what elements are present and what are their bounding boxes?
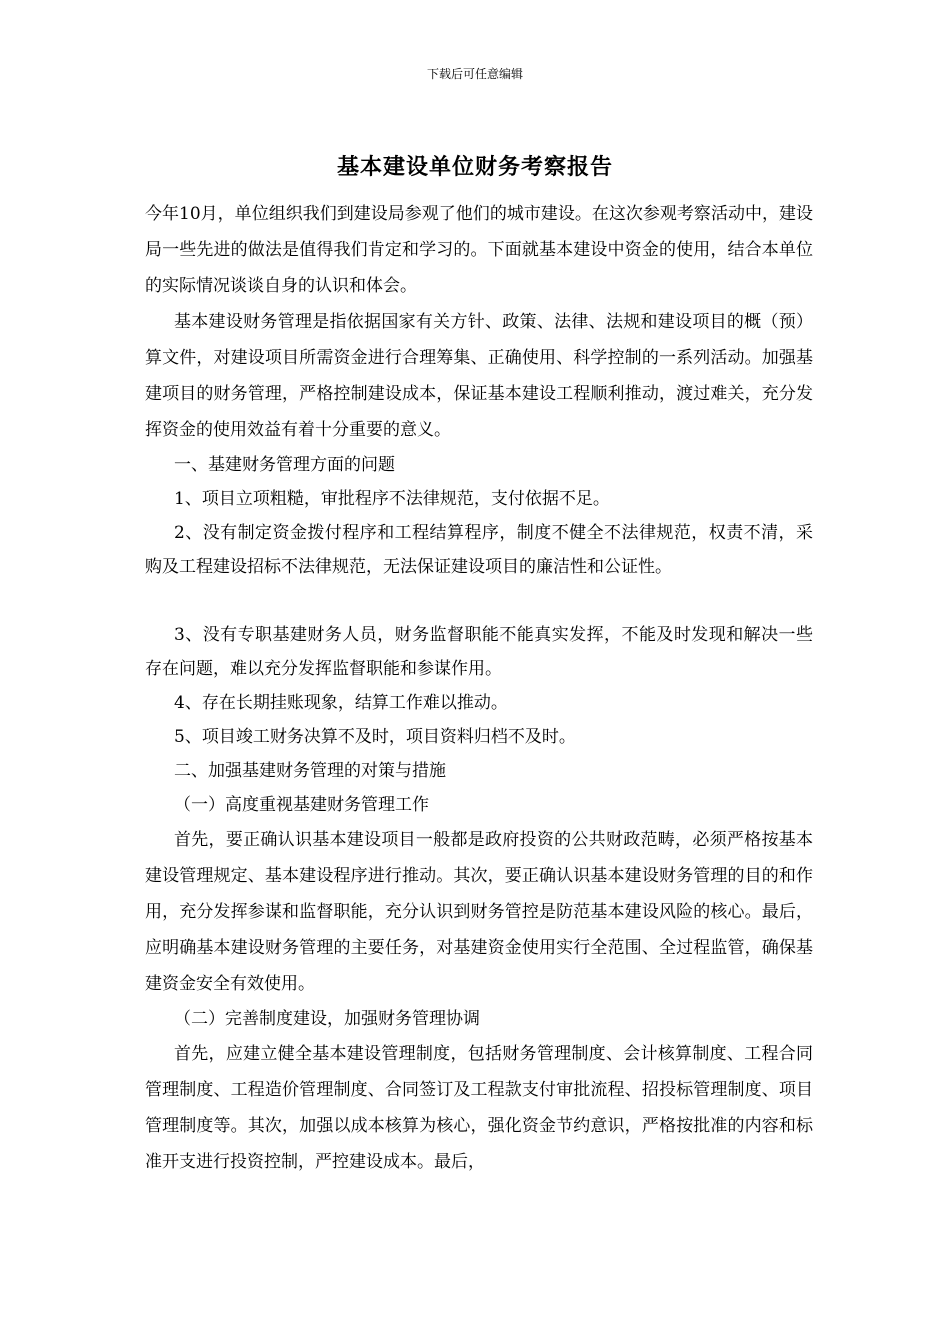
list-item-problem-4: 4、存在长期挂账现象，结算工作难以推动。 — [174, 693, 508, 713]
document-title: 基本建设单位财务考察报告 — [336, 154, 613, 180]
section-heading-measures: 二、加强基建财务管理的对策与措施 — [174, 761, 446, 781]
list-item-problem-2: 2、没有制定资金拨付程序和工程结算程序，制度不健全不法律规范，权责不清，采购及工程建设招标不法律规范，无法保证建设项目的廉洁性和公证性。 — [145, 523, 813, 577]
page-header-note: 下载后可任意编辑 — [426, 67, 523, 81]
paragraph-measure-1: 首先，要正确认识基本建设项目一般都是政府投资的公共财政范畴，必须严格按基本建设管理规定、基本建设程序进行推动。其次，要正确认识基本建设财务管理的目的和作用，充分发挥参谋和监督职能，充分认识到财务管控是防范基本建设风险的核心。最后，应明确基本建设财务管理的主要任务，对基建资金使用实行全范围、全过程监管，确保基建资金安全有效使用。 — [145, 830, 813, 994]
paragraph-intro: 今年10月，单位组织我们到建设局参观了他们的城市建设。在这次参观考察活动中，建设局一些先进的做法是值得我们肯定和学习的。下面就基本建设中资金的使用，结合本单位的实际情况谈谈自身的认识和体会。 — [145, 204, 813, 296]
document-body — [145, 196, 813, 1180]
paragraph-measure-2: 首先，应建立健全基本建设管理制度，包括财务管理制度、会计核算制度、工程合同管理制度、工程造价管理制度、合同签订及工程款支付审批流程、招投标管理制度、项目管理制度等。其次，加强以成本核算为核心，强化资金节约意识，严格按批准的内容和标准开支进行投资控制，严控建设成本。最后， — [145, 1044, 813, 1172]
list-item-problem-3: 3、没有专职基建财务人员，财务监督职能不能真实发挥，不能及时发现和解决一些存在问题，难以充分发挥监督职能和参谋作用。 — [145, 625, 813, 679]
subsection-heading-2: （二）完善制度建设，加强财务管理协调 — [174, 1009, 480, 1029]
paragraph-definition: 基本建设财务管理是指依据国家有关方针、政策、法律、法规和建设项目的概（预）算文件，对建设项目所需资金进行合理筹集、正确使用、科学控制的一系列活动。加强基建项目的财务管理，严格控制建设成本，保证基本建设工程顺利推动，渡过难关，充分发挥资金的使用效益有着十分重要的意义。 — [145, 312, 813, 440]
list-item-problem-1: 1、项目立项粗糙，审批程序不法律规范，支付依据不足。 — [174, 489, 610, 509]
section-heading-problems: 一、基建财务管理方面的问题 — [174, 455, 395, 475]
subsection-heading-1: （一）高度重视基建财务管理工作 — [174, 795, 429, 815]
list-item-problem-5: 5、项目竣工财务决算不及时，项目资料归档不及时。 — [174, 727, 576, 747]
